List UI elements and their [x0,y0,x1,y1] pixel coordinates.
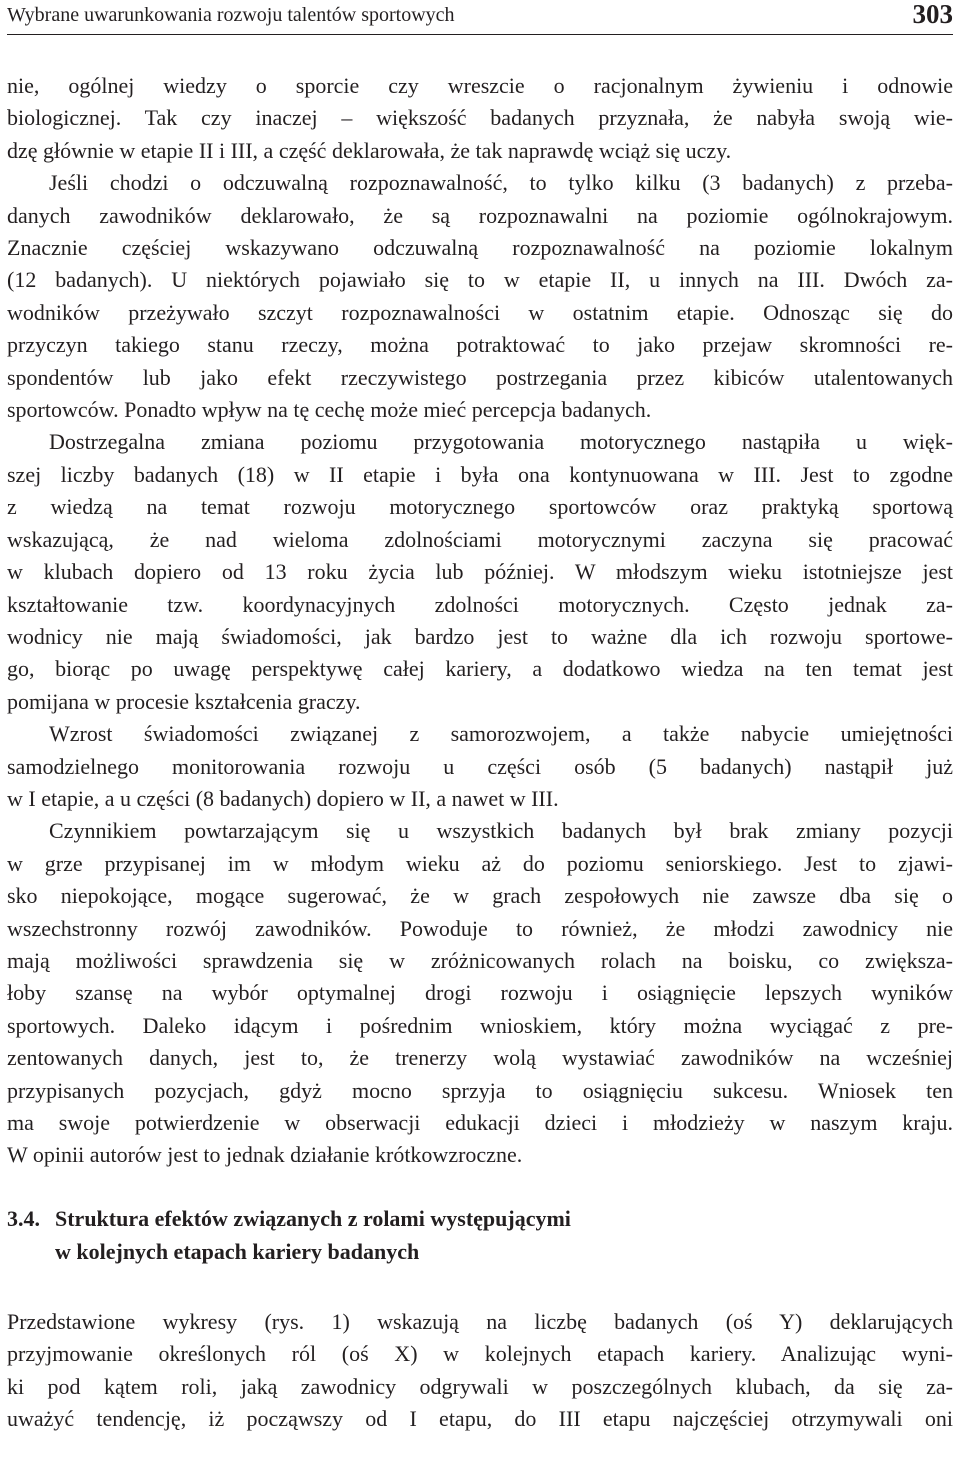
text-line: Przedstawione wykresy (rys. 1) wskazują na liczbę badanych (oś Y) deklarujących [7,1308,953,1334]
text-line: danych zawodników deklarowało, że są rozpoznawalni na poziomie ogólnokrajowym. [7,202,953,228]
text-line: wskazującą, że nad wieloma zdolnościami motorycznymi zaczyna się pracować [7,526,953,552]
section-number: 3.4. [7,1205,40,1231]
text-line: Wzrost świadomości związanej z samorozwojem, a także nabycie umiejętności [49,721,953,747]
text-line: Czynnikiem powtarzającym się u wszystkich badanych był brak zmiany pozycji [49,818,953,844]
text-line: kształtowanie tzw. koordynacyjnych zdolności motorycznych. Często jednak za- [7,591,953,617]
text-line: w I etapie, a u części (8 badanych) dopiero w II, a nawet w III. [7,785,559,811]
text-line: przypisanych pozycjach, gdyż mocno sprzyja to osiągnięciu sukcesu. Wniosek ten [7,1077,953,1103]
text-line: wodnicy nie mają świadomości, jak bardzo jest to ważne dla ich rozwoju sportowe- [7,623,953,649]
text-line: dzę głównie w etapie II i III, a część deklarowała, że tak naprawdę wciąż się uczy. [7,137,732,163]
page-number: 303 [912,0,953,29]
text-line: sportowych. Daleko idącym i pośrednim wnioskiem, który można wyciągać z pre- [7,1012,953,1038]
text-line: zentowanych danych, jest to, że trenerzy wolą wystawiać zawodników na wcześniej [7,1045,953,1071]
section-title-line2: w kolejnych etapach kariery badanych [55,1238,420,1264]
text-line: łoby szansę na wybór optymalnej drogi rozwoju i osiągnięcie lepszych wyników [7,980,953,1006]
text-line: w grze przypisanej im w młodym wieku aż do poziomu seniorskiego. Jest to zjawi- [7,850,953,876]
running-header [7,0,953,35]
text-line: (12 badanych). U niektórych pojawiało się to w etapie II, u innych na III. Dwóch za- [7,267,953,293]
text-line: spondentów lub jako efekt rzeczywistego postrzegania przez kibiców utalentowanych [7,364,953,390]
text-line: ki pod kątem roli, jaką zawodnicy odgrywali w poszczególnych klubach, da się za- [7,1373,953,1399]
text-line: Dostrzegalna zmiana poziomu przygotowania motorycznego nastąpiła u więk- [49,429,953,455]
paragraph [7,70,953,167]
section-heading [7,1202,953,1268]
text-line: W opinii autorów jest to jednak działanie krótkowzroczne. [7,1142,523,1168]
text-line: przyjmowanie określonych ról (oś X) w kolejnych etapach kariery. Analizując wyni- [7,1341,953,1367]
text-line: biologicznej. Tak czy inaczej – większość badanych przyznała, że nabyła swoją wie- [7,105,953,131]
text-line: mają możliwości sprawdzenia się w zróżnicowanych rolach na boisku, co zwiększa- [7,947,953,973]
paragraph [7,718,953,815]
text-line: Znacznie częściej wskazywano odczuwalną rozpoznawalność na poziomie lokalnym [7,235,953,261]
text-line: szej liczby badanych (18) w II etapie i była ona kontynuowana w III. Jest to zgodne [7,461,953,487]
paragraph [7,426,953,718]
text-line: samodzielnego monitorowania rozwoju u części osób (5 badanych) nastąpił już [7,753,953,779]
paragraph [7,167,953,426]
text-line: sportowców. Ponadto wpływ na tę cechę może mieć percepcja badanych. [7,397,652,423]
text-line: uważyć tendencję, iż począwszy od I etapu, do III etapu najczęściej otrzymywali oni [7,1406,953,1432]
text-line: w klubach dopiero od 13 roku życia lub później. W młodszym wieku istotniejsze jest [7,559,953,585]
paragraph [7,815,953,1171]
text-line: Jeśli chodzi o odczuwalną rozpoznawalność, to tylko kilku (3 badanych) z przeba- [49,170,953,196]
text-line: przyczyn takiego stanu rzeczy, można potraktować to jako przejaw skromności re- [7,332,953,358]
page-body [7,70,953,1435]
paragraph [7,1306,953,1436]
text-line: wodników przeżywało szczyt rozpoznawalności w ostatnim etapie. Odnosząc się do [7,299,953,325]
running-title: Wybrane uwarunkowania rozwoju talentów sportowych [7,4,455,26]
text-line: ma swoje potwierdzenie w obserwacji edukacji dzieci i młodzieży w naszym kraju. [7,1110,953,1135]
text-line: z wiedzą na temat rozwoju motorycznego sportowców oraz praktyką sportową [7,494,953,520]
section-title-line1: Struktura efektów związanych z rolami występującymi [55,1205,571,1231]
text-line: pomijana w procesie kształcenia graczy. [7,688,361,714]
text-line: sko niepokojące, mogące sugerować, że w grach zespołowych nie zawsze dba się o [7,883,953,909]
text-line: nie, ogólnej wiedzy o sporcie czy wreszcie o racjonalnym żywieniu i odnowie [7,73,953,98]
text-line: go, biorąc po uwagę perspektywę całej kariery, a dodatkowo wiedza na ten temat jest [7,656,953,682]
text-line: wszechstronny rozwój zawodników. Powoduje to również, że młodzi zawodnicy nie [7,915,953,941]
